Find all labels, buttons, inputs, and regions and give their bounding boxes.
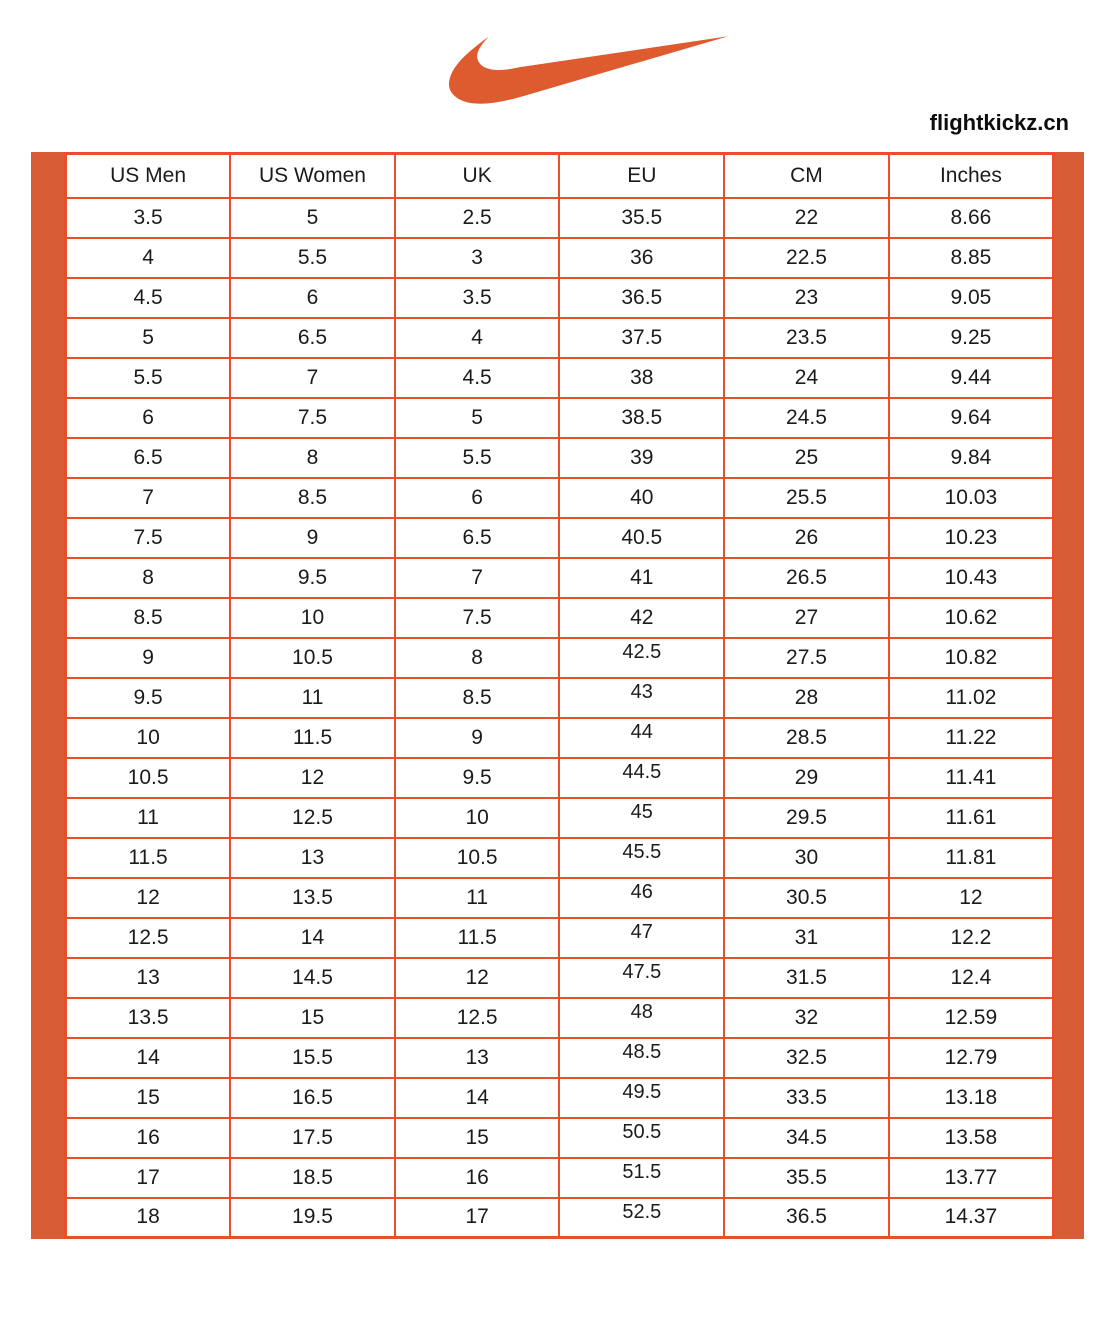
table-cell: 26.5 <box>724 558 889 598</box>
table-cell: 6 <box>395 478 560 518</box>
table-cell: 13.5 <box>230 878 395 918</box>
table-cell: 41 <box>559 558 724 598</box>
table-row <box>66 398 1054 438</box>
column-header: US Men <box>66 154 231 198</box>
table-cell: 4 <box>66 238 231 278</box>
table-cell: 34.5 <box>724 1118 889 1158</box>
table-cell: 9.05 <box>889 278 1054 318</box>
table-cell: 3 <box>395 238 560 278</box>
table-cell: 31 <box>724 918 889 958</box>
table-cell: 45.5 <box>559 838 724 878</box>
table-cell: 25.5 <box>724 478 889 518</box>
table-cell: 36.5 <box>559 278 724 318</box>
table-cell: 27.5 <box>724 638 889 678</box>
table-cell: 10 <box>66 718 231 758</box>
table-cell: 38 <box>559 358 724 398</box>
table-cell: 26 <box>724 518 889 558</box>
table-row <box>66 758 1054 798</box>
table-cell: 12.4 <box>889 958 1054 998</box>
table-cell: 4 <box>395 318 560 358</box>
table-cell: 4.5 <box>395 358 560 398</box>
table-cell: 12 <box>230 758 395 798</box>
table-cell: 27 <box>724 598 889 638</box>
column-header: Inches <box>889 154 1054 198</box>
table-cell: 5 <box>395 398 560 438</box>
column-header: EU <box>559 154 724 198</box>
table-cell: 45 <box>559 798 724 838</box>
table-cell: 9.5 <box>230 558 395 598</box>
table-cell: 15 <box>230 998 395 1038</box>
header <box>0 0 1100 152</box>
table-row <box>66 358 1054 398</box>
table-cell: 51.5 <box>559 1158 724 1198</box>
table-cell: 36 <box>559 238 724 278</box>
table-row <box>66 598 1054 638</box>
table-cell: 49.5 <box>559 1078 724 1118</box>
table-cell: 10.5 <box>230 638 395 678</box>
table-cell: 8 <box>395 638 560 678</box>
table-cell: 46 <box>559 878 724 918</box>
table-cell: 39 <box>559 438 724 478</box>
table-cell: 4.5 <box>66 278 231 318</box>
table-cell: 10 <box>230 598 395 638</box>
table-cell: 30.5 <box>724 878 889 918</box>
table-cell: 15.5 <box>230 1038 395 1078</box>
table-cell: 13.58 <box>889 1118 1054 1158</box>
header-row <box>66 154 1054 198</box>
table-cell: 16.5 <box>230 1078 395 1118</box>
table-cell: 10.43 <box>889 558 1054 598</box>
table-row <box>66 438 1054 478</box>
table-cell: 42 <box>559 598 724 638</box>
table-cell: 8.5 <box>395 678 560 718</box>
table-cell: 13 <box>395 1038 560 1078</box>
table-cell: 5 <box>230 198 395 238</box>
table-cell: 6.5 <box>395 518 560 558</box>
table-head <box>66 154 1054 198</box>
table-cell: 10.62 <box>889 598 1054 638</box>
table-cell: 40 <box>559 478 724 518</box>
table-row <box>66 478 1054 518</box>
table-cell: 10.03 <box>889 478 1054 518</box>
column-header: UK <box>395 154 560 198</box>
table-cell: 32 <box>724 998 889 1038</box>
table-cell: 7.5 <box>395 598 560 638</box>
table-cell: 8.85 <box>889 238 1054 278</box>
table-cell: 11.41 <box>889 758 1054 798</box>
table-cell: 38.5 <box>559 398 724 438</box>
table-cell: 10.5 <box>395 838 560 878</box>
table-row <box>66 1038 1054 1078</box>
table-cell: 13.5 <box>66 998 231 1038</box>
table-row <box>66 958 1054 998</box>
table-cell: 52.5 <box>559 1198 724 1238</box>
table-cell: 47.5 <box>559 958 724 998</box>
table-cell: 25 <box>724 438 889 478</box>
table-cell: 13 <box>230 838 395 878</box>
table-cell: 6.5 <box>66 438 231 478</box>
table-row <box>66 238 1054 278</box>
table-cell: 16 <box>395 1158 560 1198</box>
table-cell: 15 <box>395 1118 560 1158</box>
table-cell: 7 <box>66 478 231 518</box>
nike-swoosh-icon <box>447 25 730 115</box>
table-cell: 9.5 <box>395 758 560 798</box>
table-cell: 7.5 <box>230 398 395 438</box>
table-row <box>66 878 1054 918</box>
table-cell: 13 <box>66 958 231 998</box>
table-row <box>66 718 1054 758</box>
table-cell: 5 <box>66 318 231 358</box>
table-body <box>66 198 1054 1238</box>
table-cell: 9.5 <box>66 678 231 718</box>
table-cell: 9.84 <box>889 438 1054 478</box>
table-cell: 37.5 <box>559 318 724 358</box>
table-cell: 9 <box>230 518 395 558</box>
table-cell: 11.02 <box>889 678 1054 718</box>
table-cell: 12.5 <box>395 998 560 1038</box>
table-cell: 8 <box>230 438 395 478</box>
table-row <box>66 798 1054 838</box>
table-cell: 14.5 <box>230 958 395 998</box>
column-header: CM <box>724 154 889 198</box>
table-row <box>66 1118 1054 1158</box>
table-row <box>66 278 1054 318</box>
table-cell: 43 <box>559 678 724 718</box>
table-cell: 14.37 <box>889 1198 1054 1238</box>
table-cell: 11.81 <box>889 838 1054 878</box>
table-row <box>66 198 1054 238</box>
table-cell: 32.5 <box>724 1038 889 1078</box>
table-cell: 18.5 <box>230 1158 395 1198</box>
table-cell: 24 <box>724 358 889 398</box>
table-row <box>66 318 1054 358</box>
table-cell: 9.25 <box>889 318 1054 358</box>
table-cell: 11.61 <box>889 798 1054 838</box>
table-cell: 5.5 <box>395 438 560 478</box>
table-cell: 9.64 <box>889 398 1054 438</box>
table-cell: 11.5 <box>395 918 560 958</box>
table-cell: 3.5 <box>395 278 560 318</box>
table-row <box>66 518 1054 558</box>
table-cell: 13.18 <box>889 1078 1054 1118</box>
table-cell: 2.5 <box>395 198 560 238</box>
table-cell: 5.5 <box>66 358 231 398</box>
table-cell: 14 <box>66 1038 231 1078</box>
table-cell: 15 <box>66 1078 231 1118</box>
table-row <box>66 998 1054 1038</box>
table-cell: 8.66 <box>889 198 1054 238</box>
table-cell: 18 <box>66 1198 231 1238</box>
column-header: US Women <box>230 154 395 198</box>
table-cell: 7 <box>395 558 560 598</box>
table-cell: 14 <box>230 918 395 958</box>
table-cell: 30 <box>724 838 889 878</box>
table-cell: 10.82 <box>889 638 1054 678</box>
table-cell: 23.5 <box>724 318 889 358</box>
table-cell: 6 <box>66 398 231 438</box>
table-cell: 44.5 <box>559 758 724 798</box>
table-cell: 9 <box>395 718 560 758</box>
table-cell: 44 <box>559 718 724 758</box>
table-cell: 11 <box>395 878 560 918</box>
table-cell: 10.23 <box>889 518 1054 558</box>
table-cell: 33.5 <box>724 1078 889 1118</box>
table-cell: 23 <box>724 278 889 318</box>
table-cell: 29.5 <box>724 798 889 838</box>
table-cell: 42.5 <box>559 638 724 678</box>
table-cell: 12.5 <box>230 798 395 838</box>
table-cell: 11.5 <box>230 718 395 758</box>
table-cell: 12.2 <box>889 918 1054 958</box>
table-row <box>66 1198 1054 1238</box>
table-cell: 22 <box>724 198 889 238</box>
table-row <box>66 558 1054 598</box>
table-cell: 24.5 <box>724 398 889 438</box>
table-row <box>66 1078 1054 1118</box>
table-cell: 6.5 <box>230 318 395 358</box>
table-cell: 35.5 <box>559 198 724 238</box>
table-cell: 17 <box>66 1158 231 1198</box>
table-cell: 36.5 <box>724 1198 889 1238</box>
table-cell: 12.5 <box>66 918 231 958</box>
table-cell: 11.5 <box>66 838 231 878</box>
table-cell: 40.5 <box>559 518 724 558</box>
table-cell: 17.5 <box>230 1118 395 1158</box>
table-cell: 28 <box>724 678 889 718</box>
table-cell: 11.22 <box>889 718 1054 758</box>
table-row <box>66 678 1054 718</box>
table-cell: 13.77 <box>889 1158 1054 1198</box>
table-cell: 10.5 <box>66 758 231 798</box>
table-row <box>66 918 1054 958</box>
table-cell: 3.5 <box>66 198 231 238</box>
table-cell: 47 <box>559 918 724 958</box>
table-cell: 12 <box>889 878 1054 918</box>
table-cell: 22.5 <box>724 238 889 278</box>
table-cell: 8 <box>66 558 231 598</box>
table-cell: 10 <box>395 798 560 838</box>
size-conversion-table <box>64 152 1055 1239</box>
table-cell: 7 <box>230 358 395 398</box>
table-cell: 12.79 <box>889 1038 1054 1078</box>
table-cell: 19.5 <box>230 1198 395 1238</box>
left-accent-bar <box>31 152 64 1239</box>
table-cell: 9 <box>66 638 231 678</box>
table-cell: 16 <box>66 1118 231 1158</box>
table-row <box>66 1158 1054 1198</box>
table-cell: 29 <box>724 758 889 798</box>
table-cell: 6 <box>230 278 395 318</box>
table-cell: 8.5 <box>66 598 231 638</box>
table-cell: 12.59 <box>889 998 1054 1038</box>
table-row <box>66 838 1054 878</box>
table-cell: 35.5 <box>724 1158 889 1198</box>
table-cell: 7.5 <box>66 518 231 558</box>
table-cell: 31.5 <box>724 958 889 998</box>
table-cell: 8.5 <box>230 478 395 518</box>
table-cell: 11 <box>66 798 231 838</box>
table-cell: 28.5 <box>724 718 889 758</box>
right-accent-bar <box>1055 152 1084 1239</box>
table-cell: 9.44 <box>889 358 1054 398</box>
table-cell: 14 <box>395 1078 560 1118</box>
table-cell: 5.5 <box>230 238 395 278</box>
table-cell: 11 <box>230 678 395 718</box>
table-cell: 12 <box>66 878 231 918</box>
table-cell: 12 <box>395 958 560 998</box>
table-cell: 48 <box>559 998 724 1038</box>
table-row <box>66 638 1054 678</box>
table-cell: 50.5 <box>559 1118 724 1158</box>
size-chart <box>31 152 1084 1239</box>
table-cell: 17 <box>395 1198 560 1238</box>
site-name: flightkickz.cn <box>929 110 1069 135</box>
table-cell: 48.5 <box>559 1038 724 1078</box>
